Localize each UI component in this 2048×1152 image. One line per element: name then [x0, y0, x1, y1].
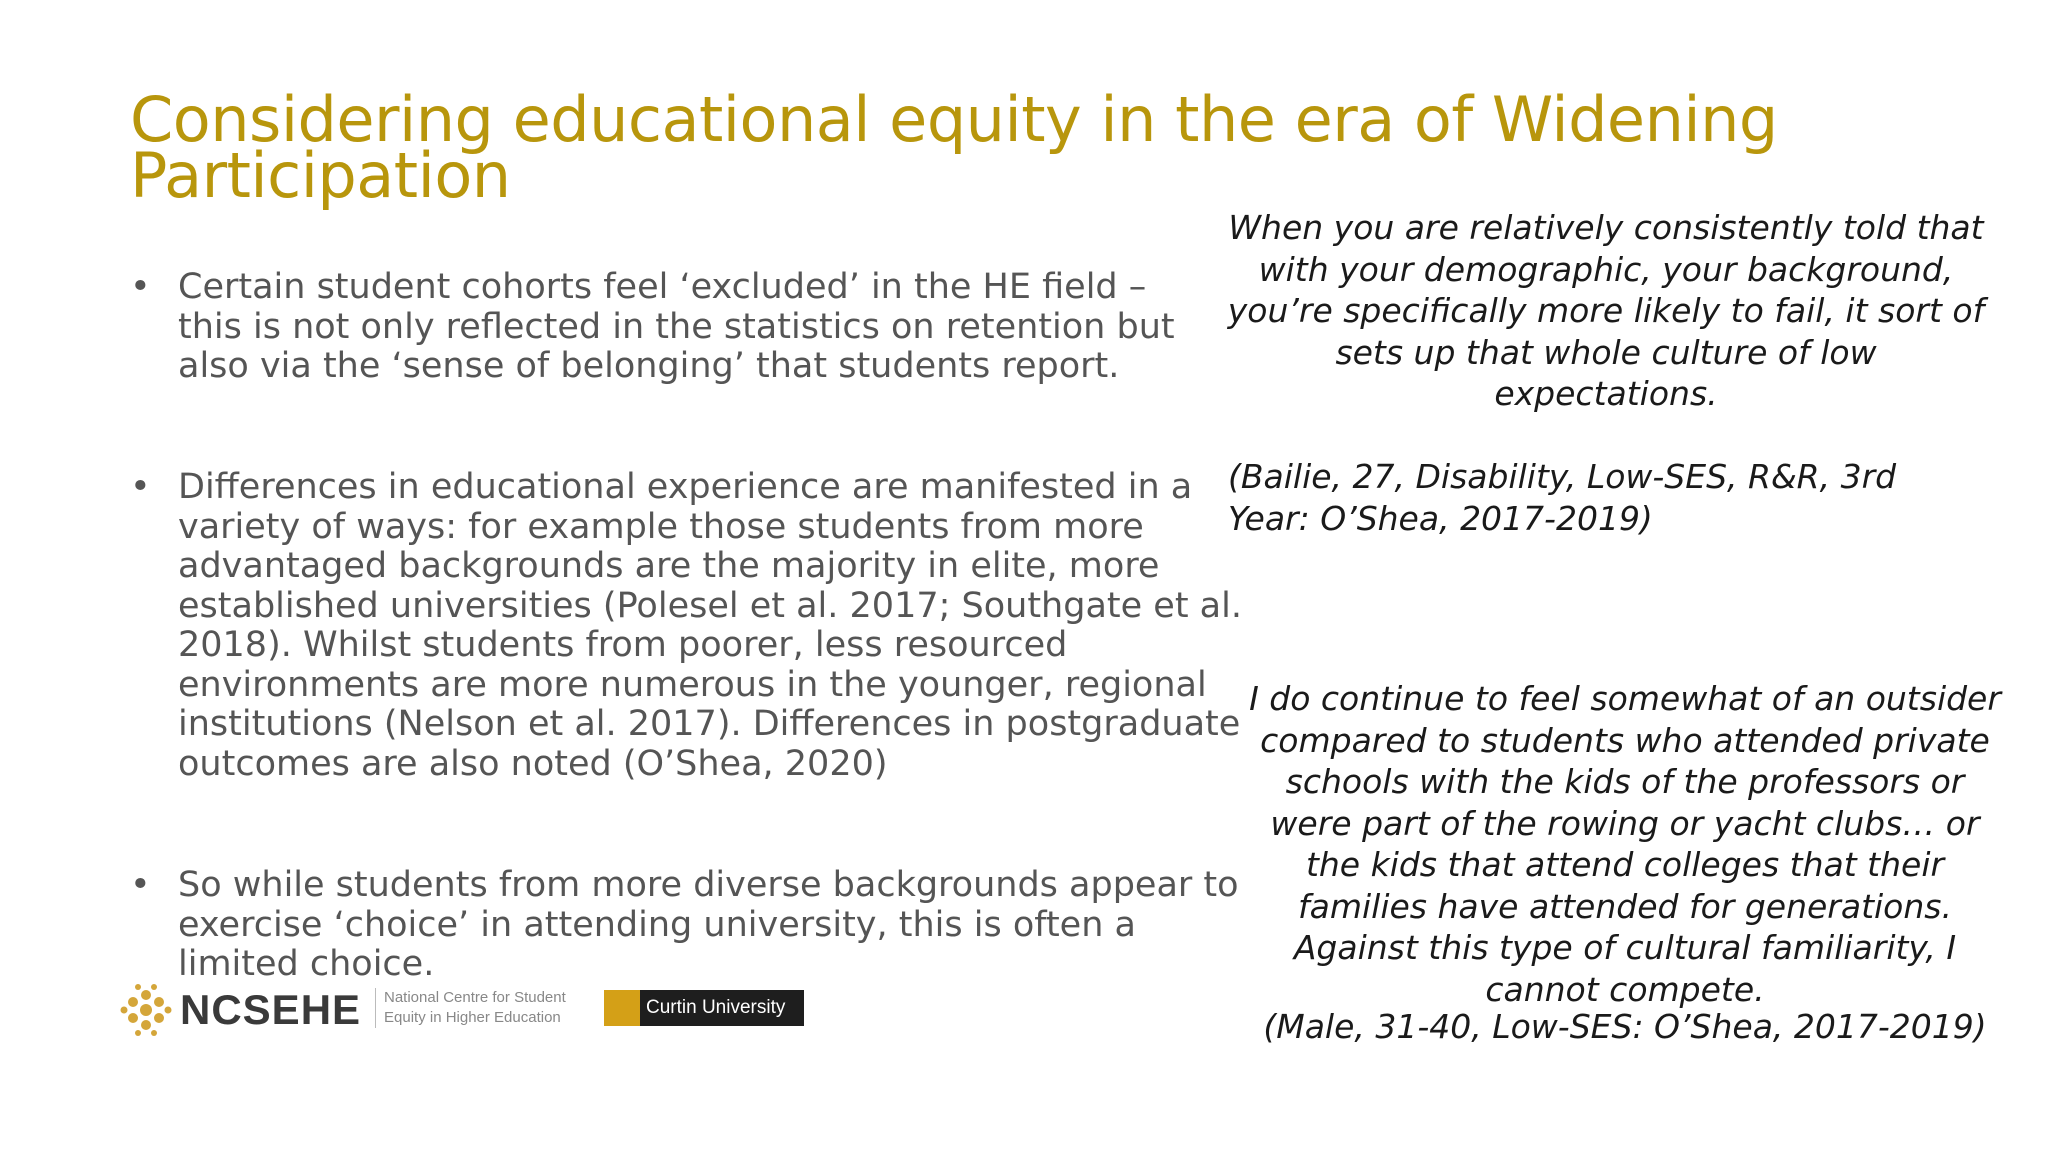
bullet-text: Certain student cohorts feel ‘excluded’ in the HE field – this is not only reflected in the statistics on retention but also via the ‘sense of belonging’ that students report. — [178, 267, 1175, 386]
bullet-dot: • — [130, 467, 151, 507]
bullet-item — [130, 468, 1258, 784]
bullet-dot: • — [130, 865, 151, 905]
quote-text: When you are relatively consistently told that with your demographic, your background, you’re specifically more likely to fail, it sort of sets up that whole culture of low expectations. — [1227, 208, 1985, 413]
curtin-logo — [604, 990, 804, 1026]
bullet-dot: • — [130, 267, 151, 307]
slide-title: Considering educational equity in the era of Widening Participation — [130, 83, 1778, 212]
quote-citation: (Male, 31-40, Low-SES: O’Shea, 2017-2019) — [1263, 1007, 1987, 1046]
curtin-logo-text: Curtin University — [646, 997, 786, 1018]
ncsehe-logo-subtitle: National Centre for Student Equity in Higher Education — [375, 988, 604, 1028]
bullet-list — [130, 267, 1242, 984]
bullet-text: Differences in educational experience are manifested in a variety of ways: for example those students from more advantaged backgrounds are the majority in elite, more established universities (Polesel et al. 2017; Southgate et al. 2018). Whilst students from poorer, less resourced environments are more numerous in the younger, regional institutions (Nelson et al. 2017). Differences in postgraduate outcomes are also noted (O’Shea, 2020) — [178, 467, 1242, 784]
quote-text: I do continue to feel somewhat of an outsider compared to students who attended private schools with the kids of the professors or were part of the rowing or yacht clubs… or the kids that attend colleges that their families have attended for generations. Against this type of cultural familiarity, I cannot compete. — [1249, 679, 2001, 1009]
curtin-crest-icon — [604, 990, 640, 1026]
quote-citation: (Bailie, 27, Disability, Low-SES, R&R, 3rd Year: O’Shea, 2017-2019) — [1228, 457, 1897, 538]
bullet-item — [130, 268, 1210, 387]
logo-bar — [118, 978, 818, 1044]
ncsehe-logo-icon — [118, 982, 174, 1038]
ncsehe-logo-text: NCSEHE — [180, 986, 362, 1033]
bullet-text: So while students from more diverse backgrounds appear to exercise ‘choice’ in attending university, this is often a limited choice. — [178, 865, 1239, 984]
bullet-item — [130, 866, 1258, 985]
